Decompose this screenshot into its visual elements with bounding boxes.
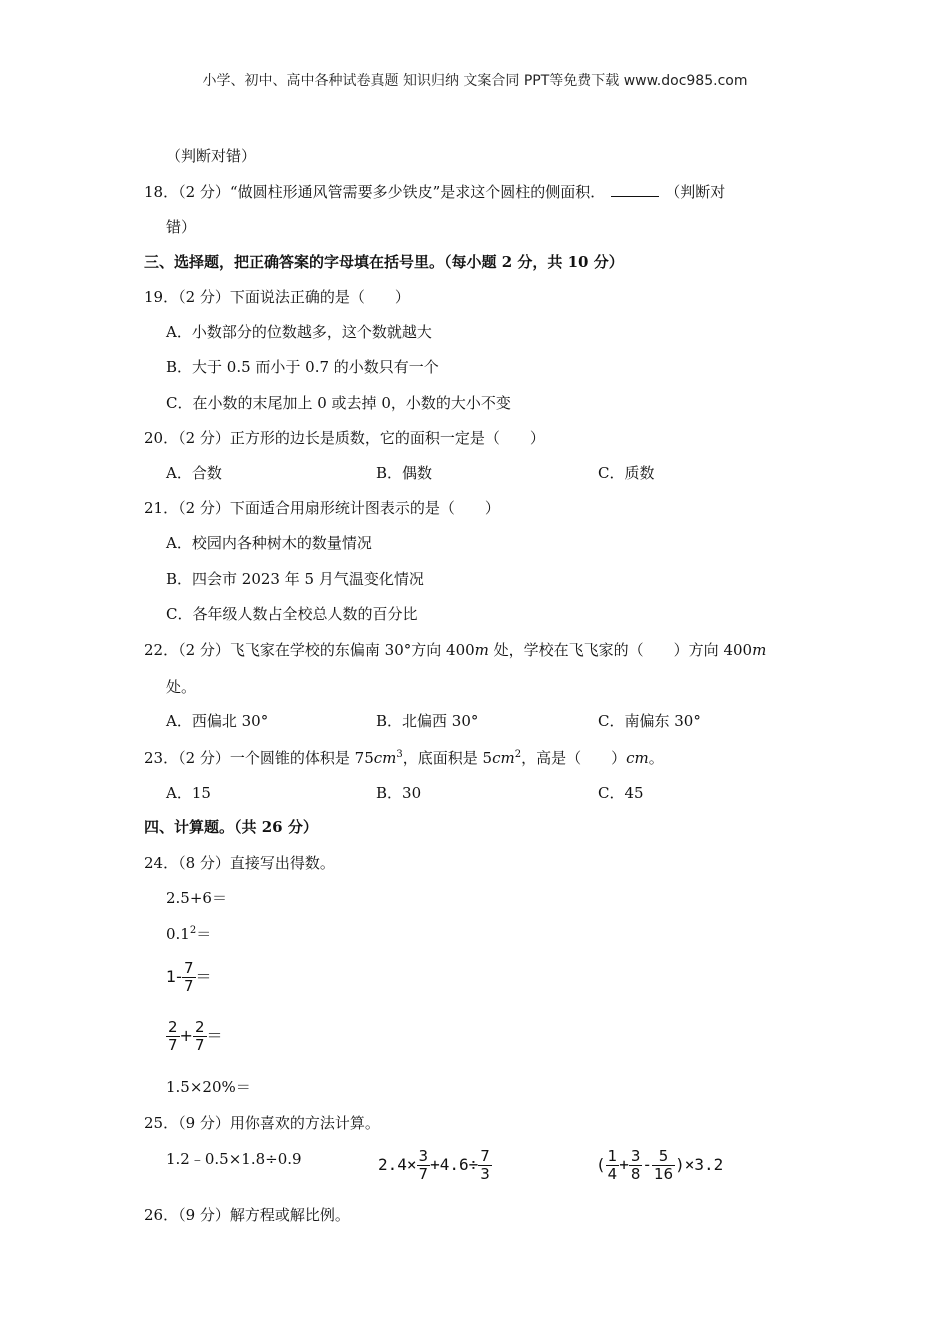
- question-25: [144, 1114, 380, 1132]
- unit-m: m: [752, 641, 767, 659]
- term: 2.4×: [378, 1155, 417, 1174]
- equals: ＝: [196, 925, 212, 943]
- question-23: [144, 749, 664, 767]
- fraction: [417, 1148, 431, 1183]
- equals: ＝: [195, 967, 212, 986]
- section-3-title: 三、选择题，把正确答案的字母填在括号里。（每小题 2 分，共 10 分）: [144, 253, 624, 271]
- denominator: 3: [480, 1165, 490, 1183]
- numerator: 7: [480, 1147, 490, 1165]
- option-c: C．各年级人数占全校总人数的百分比: [166, 605, 418, 623]
- question-score: （2 分）: [178, 183, 230, 201]
- option-a: A．西偏北 30°: [166, 712, 269, 730]
- numerator: 2: [194, 1018, 205, 1036]
- fraction: [166, 1019, 180, 1054]
- denominator: 16: [654, 1165, 674, 1183]
- denominator: 7: [418, 1165, 429, 1183]
- unit-cm: cm: [626, 749, 649, 767]
- option-b: B．大于 0.5 而小于 0.7 的小数只有一个: [166, 358, 439, 376]
- question-22-cont: 处。: [166, 678, 197, 696]
- question-score: （9 分）: [178, 1114, 230, 1132]
- expression-4: [166, 1019, 223, 1054]
- question-text: 下面说法正确的是（ ）: [229, 288, 410, 306]
- calc-expression-3: [596, 1148, 723, 1183]
- paren-close: )×3.2: [675, 1155, 724, 1174]
- option-c: C．在小数的末尾加上 0 或去掉 0，小数的大小不变: [166, 394, 511, 412]
- page-header: 小学、初中、高中各种试卷真题 知识归纳 文案合同 PPT等免费下载 www.doc985.com: [202, 73, 748, 89]
- question-score: （2 分）: [178, 288, 230, 306]
- option-a: A．小数部分的位数越多，这个数就越大: [166, 323, 432, 341]
- option-b: B．四会市 2023 年 5 月气温变化情况: [166, 570, 424, 588]
- question-number: 26．: [144, 1206, 179, 1224]
- question-text: 下面适合用扇形统计图表示的是（ ）: [229, 499, 500, 517]
- question-number: 19．: [144, 288, 179, 306]
- question-22: [144, 641, 766, 659]
- question-text: ，底面积是 5: [402, 749, 493, 767]
- numerator: 2: [168, 1018, 178, 1036]
- question-text: 。: [648, 749, 664, 767]
- question-number: 25．: [144, 1114, 179, 1132]
- option-a: A．合数: [166, 464, 222, 482]
- answer-blank[interactable]: [611, 182, 659, 197]
- option-c: C．质数: [598, 464, 655, 482]
- fraction: [182, 960, 196, 995]
- paren-open: (: [596, 1155, 606, 1174]
- question-score: （9 分）: [178, 1206, 230, 1224]
- numerator: 3: [418, 1147, 429, 1165]
- question-text: ，高是（ ）: [521, 749, 627, 767]
- question-text: 飞飞家在学校的东偏南 30°方向 400: [229, 641, 475, 659]
- expression-1: 2.5+6＝: [166, 889, 227, 907]
- question-number: 21．: [144, 499, 179, 517]
- denominator: 8: [630, 1165, 641, 1183]
- expression-5: 1.5×20%＝: [166, 1078, 251, 1096]
- question-18: [144, 182, 725, 201]
- question-text-after: （判断对: [665, 183, 726, 201]
- exponent: 2: [514, 749, 522, 760]
- question-number: 18．: [144, 183, 179, 201]
- question-number: 20．: [144, 429, 179, 447]
- numerator: 3: [630, 1147, 641, 1165]
- question-text: 正方形的边长是质数，它的面积一定是（ ）: [229, 429, 545, 447]
- fraction: [193, 1019, 207, 1054]
- option-b: B．偶数: [376, 464, 433, 482]
- question-text: 解方程或解比例。: [229, 1206, 350, 1224]
- option-b: B．北偏西 30°: [376, 712, 479, 730]
- fraction: [606, 1148, 620, 1183]
- question-score: （2 分）: [178, 749, 230, 767]
- expression-2: [166, 925, 211, 943]
- expression-3: [166, 960, 212, 995]
- term: +4.6÷: [430, 1155, 479, 1174]
- fraction: [629, 1148, 643, 1183]
- question-score: （2 分）: [178, 429, 230, 447]
- question-score: （2 分）: [178, 641, 230, 659]
- question-score: （8 分）: [178, 854, 230, 872]
- question-number: 23．: [144, 749, 179, 767]
- denominator: 7: [194, 1036, 205, 1054]
- question-number: 22．: [144, 641, 179, 659]
- denominator: 7: [183, 977, 194, 995]
- question-number: 24．: [144, 854, 179, 872]
- question-text: “做圆柱形通风管需要多少铁皮”是求这个圆柱的侧面积．: [229, 183, 606, 201]
- calc-expression-2: [378, 1148, 492, 1183]
- question-score: （2 分）: [178, 499, 230, 517]
- exponent: 3: [396, 749, 403, 760]
- operator: +: [179, 1026, 193, 1045]
- section-4-title: 四、计算题。（共 26 分）: [144, 818, 318, 836]
- q17-tail: （判断对错）: [166, 147, 257, 165]
- lead: 1-: [166, 967, 182, 986]
- question-21: [144, 499, 500, 517]
- question-24: [144, 854, 335, 872]
- option-c: C．45: [598, 784, 644, 802]
- exponent: 2: [189, 925, 197, 936]
- question-18-cont: 错）: [166, 218, 197, 236]
- calc-expression-1: 1.2﹣0.5×1.8÷0.9: [166, 1150, 302, 1168]
- question-26: [144, 1206, 350, 1224]
- question-19: [144, 288, 410, 306]
- question-text: 直接写出得数。: [229, 854, 335, 872]
- question-text: 处，学校在飞飞家的（ ）方向 400: [488, 641, 753, 659]
- denominator: 4: [607, 1165, 618, 1183]
- option-a: A．校园内各种树木的数量情况: [166, 534, 372, 552]
- question-20: [144, 429, 545, 447]
- fraction: [652, 1148, 675, 1183]
- question-text: 用你喜欢的方法计算。: [229, 1114, 380, 1132]
- option-b: B．30: [376, 784, 422, 802]
- question-text: 一个圆锥的体积是 75: [229, 749, 374, 767]
- numerator: 5: [652, 1148, 675, 1166]
- unit-cm: cm: [373, 749, 397, 767]
- fraction: [478, 1148, 492, 1183]
- numerator: 7: [183, 959, 194, 977]
- unit-m: m: [474, 641, 489, 659]
- operator: +: [619, 1155, 629, 1174]
- base: 0.1: [166, 925, 190, 943]
- option-c: C．南偏东 30°: [598, 712, 701, 730]
- equals: ＝: [206, 1026, 223, 1045]
- unit-cm: cm: [492, 749, 515, 767]
- denominator: 7: [168, 1036, 178, 1054]
- numerator: 1: [607, 1147, 618, 1165]
- option-a: A．15: [166, 784, 211, 802]
- operator: -: [642, 1155, 653, 1174]
